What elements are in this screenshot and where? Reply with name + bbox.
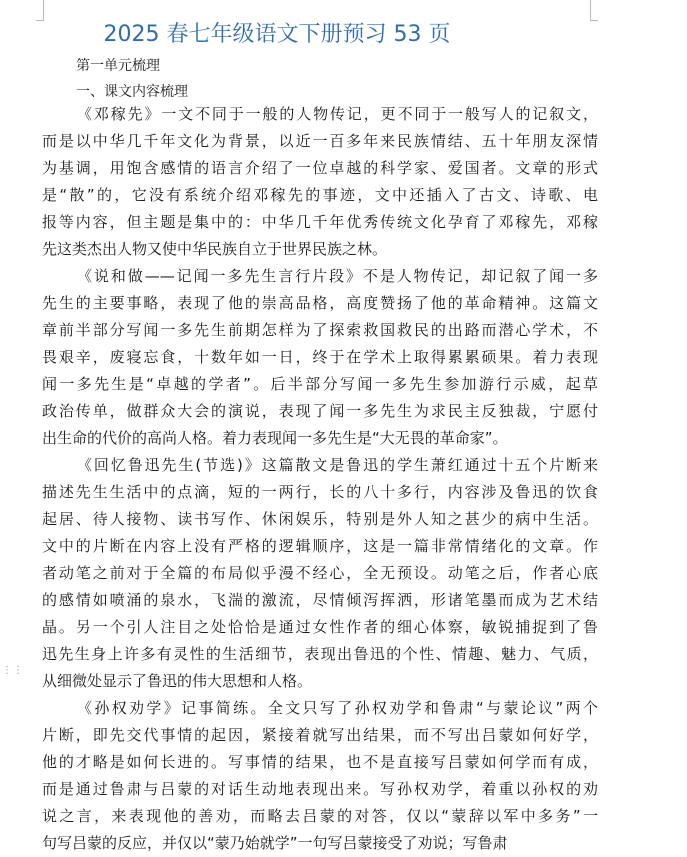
text-line: 从细微处显示了鲁迅的伟大思想和人格。: [42, 672, 313, 690]
text-line: 闻一多先生是“卓越的学者”。后半部分写闻一多先生参加游行示威，起草: [42, 375, 598, 393]
text-line: 晶。另一个引人注目之处恰恰是通过女性作者的细心体察，敏锐捕捉到了鲁: [42, 618, 598, 636]
text-line: 先这类杰出人物又使中华民族自立于世界民族之林。: [42, 240, 388, 258]
paragraph: [42, 695, 598, 857]
text-line: 的感情如喷涌的泉水，飞湍的激流，尽情倾泻挥洒，形诸笔墨而成为艺术结: [42, 591, 598, 609]
text-line: 《孙权劝学》记事简练。全文只写了孙权劝学和鲁肃“与蒙论议”两个: [77, 699, 598, 717]
paragraph: [42, 263, 598, 452]
text-line: 《回忆鲁迅先生(节选)》这篇散文是鲁迅的学生萧红通过十五个片断来: [77, 456, 598, 474]
text-line: 而是通过鲁肃与吕蒙的对话生动地表现出来。写孙权劝学，着重以孙权的劝: [42, 780, 598, 798]
page-corner-mark-top-left: [36, 0, 44, 21]
body-text: [42, 101, 598, 857]
text-line: 者动笔之前对于全篇的布局似乎漫不经心，全无预设。动笔之后，作者心底: [42, 564, 598, 582]
text-line: 句写吕蒙的反应，并仅以“蒙乃始就学”一句写吕蒙接受了劝说；写鲁肃: [42, 834, 508, 852]
text-line: 他的才略是如何长进的。写事情的结果，也不是直接写吕蒙如何学而有成，: [42, 753, 598, 771]
unit-heading: 第一单元梳理: [76, 58, 160, 74]
text-line: 片断，即先交代事情的起因，紧接着就写出结果，而不写出吕蒙如何好学，: [42, 726, 598, 744]
text-line: 为基调，用饱含感情的语言介绍了一位卓越的科学家、爱国者。文章的形式: [42, 159, 598, 177]
text-line: 章前半部分写闻一多先生前期怎样为了探索救国救民的出路而潜心学术，不: [42, 321, 598, 339]
text-line: 起居、待人接物、读书写作、休闲娱乐，特别是外人知之甚少的病中生活。: [42, 510, 598, 528]
page-corner-mark-top-right: [590, 0, 598, 21]
text-line: 描述先生生活中的点滴，短的一两行，长的八十多行，内容涉及鲁迅的饮食: [42, 483, 598, 501]
drag-handle-icon[interactable]: ⋮⋮: [2, 665, 24, 676]
text-line: 出生命的代价的高尚人格。着力表现闻一多先生是“大无畏的革命家”。: [42, 429, 508, 447]
document-title: 2025 春七年级语文下册预习 53 页: [103, 22, 451, 47]
text-line: 《说和做——记闻一多先生言行片段》不是人物传记，却记叙了闻一多: [77, 267, 598, 285]
text-line: 先生的主要事略，表现了他的崇高品格，高度赞扬了他的革命精神。这篇文: [42, 294, 598, 312]
paragraph: [42, 452, 598, 695]
text-line: 《邓稼先》一文不同于一般的人物传记，更不同于一般写人的记叙文，: [77, 105, 598, 123]
text-line: 而是以中华几千年文化为背景，以近一百多年来民族情结、五十年朋友深情: [42, 132, 598, 150]
text-line: 说之言，来表现他的善劝，而略去吕蒙的对答，仅以“蒙辞以军中多务”一: [42, 807, 598, 825]
section-heading: 一、课文内容梳理: [76, 84, 188, 100]
text-line: 文中的片断在内容上没有严格的逻辑顺序，这是一篇非常情绪化的文章。作: [42, 537, 598, 555]
text-line: 政治传单，做群众大会的演说，表现了闻一多先生为求民主反独裁，宁愿付: [42, 402, 598, 420]
text-line: 迅先生身上许多有灵性的生活细节，表现出鲁迅的个性、情趣、魅力、气质，: [42, 645, 598, 663]
paragraph: [42, 101, 598, 263]
text-line: 是“散”的，它没有系统介绍邓稼先的事迹，文中还插入了古文、诗歌、电: [42, 186, 598, 204]
text-line: 畏艰辛，废寝忘食，十数年如一日，终于在学术上取得累累硕果。着力表现: [42, 348, 598, 366]
text-line: 报等内容，但主题是集中的：中华几千年优秀传统文化孕育了邓稼先，邓稼: [42, 213, 598, 231]
